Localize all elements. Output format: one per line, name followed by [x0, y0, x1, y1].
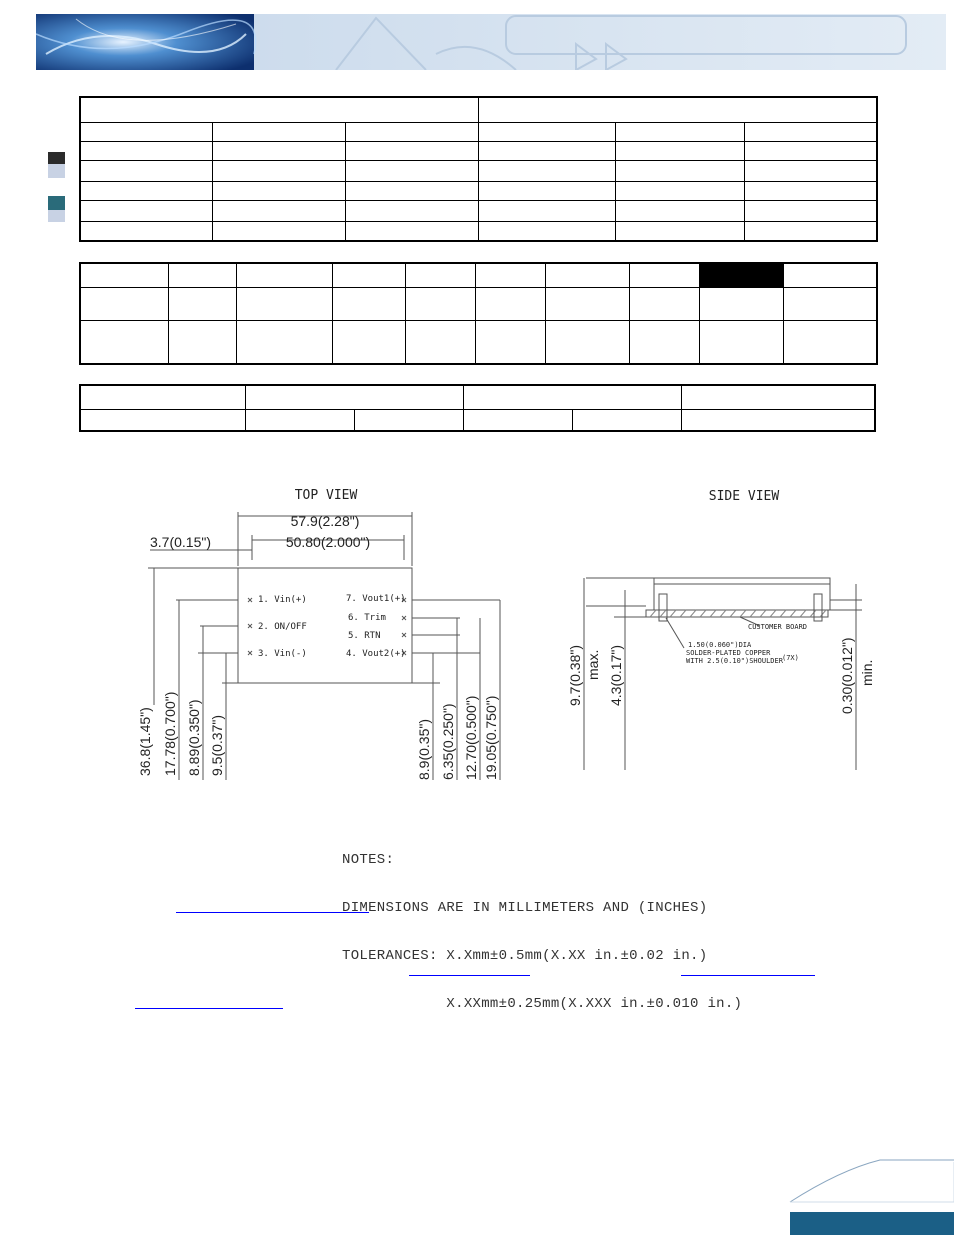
side-label-pin-2: SOLDER-PLATED COPPER	[686, 649, 771, 657]
dim-offset: 3.7(0.15")	[150, 534, 212, 550]
dim-side-pin: 4.3(0.17")	[608, 644, 624, 706]
table-cell	[783, 287, 877, 320]
table-cell	[629, 287, 699, 320]
table-cell	[168, 287, 236, 320]
notes-line-3: X.XXmm±0.25mm(X.XXX in.±0.010 in.)	[342, 996, 743, 1012]
table-cell	[545, 320, 629, 364]
table-cell	[345, 161, 478, 182]
table-cell	[572, 409, 681, 431]
dim-side-standoff: 0.30(0.012")	[839, 637, 855, 714]
table-cell	[615, 122, 744, 141]
table-cell	[478, 222, 615, 241]
table-cell	[354, 409, 463, 431]
dim-width-total: 57.9(2.28")	[290, 513, 360, 529]
table-cell	[80, 122, 212, 141]
side-view-title: SIDE VIEW	[708, 489, 780, 504]
side-marker-teal-light	[48, 210, 65, 222]
pin-label-6: 6. Trim	[348, 613, 386, 623]
table-cell	[236, 287, 332, 320]
table-cell	[744, 161, 877, 182]
table-cell	[212, 142, 345, 161]
notes-line-1: DIMENSIONS ARE IN MILLIMETERS AND (INCHES)	[342, 900, 708, 916]
table-cell	[80, 263, 168, 287]
hyperlink-3[interactable]	[681, 974, 815, 976]
side-label-board: CUSTOMER BOARD	[748, 623, 808, 631]
dim-width-pins: 50.80(2.000")	[285, 534, 371, 550]
spec-table-3	[79, 384, 876, 432]
table-cell	[478, 142, 615, 161]
table-cell	[80, 385, 245, 409]
table-cell	[212, 182, 345, 201]
side-marker-teal	[48, 196, 65, 210]
footer-corner	[780, 1150, 954, 1235]
table-cell	[463, 385, 681, 409]
dim-left-1: 36.8(1.45")	[137, 707, 153, 776]
top-view-title: TOP VIEW	[294, 488, 358, 503]
side-marker-dark	[48, 152, 65, 164]
side-marker-dark-light	[48, 164, 65, 178]
footer-bar	[790, 1212, 954, 1235]
table-cell	[783, 320, 877, 364]
table-cell	[212, 201, 345, 222]
table-cell	[80, 182, 212, 201]
module-outline-side	[654, 578, 830, 610]
table-cell	[332, 263, 405, 287]
dim-right-1: 8.9(0.35")	[416, 718, 432, 780]
table-cell	[478, 122, 615, 141]
dim-left-4: 9.5(0.37")	[209, 714, 225, 776]
table-cell	[80, 161, 212, 182]
table-cell	[545, 263, 629, 287]
table-cell	[475, 263, 545, 287]
side-label-pin-count: (7X)	[782, 654, 799, 662]
table-cell	[681, 385, 875, 409]
table-cell	[405, 287, 475, 320]
spec-table-1	[79, 96, 878, 242]
table-cell	[744, 222, 877, 241]
table-cell	[475, 320, 545, 364]
hyperlink-4[interactable]	[135, 1007, 283, 1009]
dim-side-standoff-note: min.	[859, 659, 875, 686]
pin-label-5: 5. RTN	[348, 631, 381, 641]
hyperlink-1[interactable]	[176, 911, 369, 913]
table-cell	[80, 201, 212, 222]
table-cell	[629, 320, 699, 364]
table-cell	[212, 222, 345, 241]
table-cell	[615, 182, 744, 201]
table-cell	[478, 182, 615, 201]
hyperlink-2[interactable]	[409, 974, 530, 976]
drawing-notes	[342, 820, 742, 1028]
table-cell	[345, 201, 478, 222]
table-cell	[615, 201, 744, 222]
table-cell	[212, 122, 345, 141]
table-cell	[744, 122, 877, 141]
table-cell	[332, 320, 405, 364]
table-cell	[629, 263, 699, 287]
table-cell	[744, 201, 877, 222]
table-cell	[699, 287, 783, 320]
table-cell	[475, 287, 545, 320]
table-cell	[783, 263, 877, 287]
table-cell	[168, 320, 236, 364]
header-decoration	[36, 14, 946, 70]
side-label-pin-1: 1.50(0.060")DIA	[688, 641, 752, 649]
table-cell	[236, 320, 332, 364]
dim-right-3: 12.70(0.500")	[463, 695, 479, 780]
table-cell	[478, 97, 877, 122]
spec-table-2	[79, 262, 878, 365]
table-cell	[168, 263, 236, 287]
table-cell	[615, 161, 744, 182]
table-cell	[405, 320, 475, 364]
table-cell	[615, 142, 744, 161]
table-cell	[212, 161, 345, 182]
dim-side-height: 9.7(0.38")	[567, 644, 583, 706]
table-cell	[332, 287, 405, 320]
table-cell	[80, 222, 212, 241]
notes-heading: NOTES:	[342, 852, 395, 868]
table-cell	[80, 97, 478, 122]
dim-side-height-note: max.	[585, 649, 601, 680]
side-label-pin-3: WITH 2.5(0.10")SHOULDER	[686, 657, 783, 665]
dim-right-4: 19.05(0.750")	[483, 695, 499, 780]
pin-label-7: 7. Vout1(+)	[346, 594, 406, 604]
table-cell	[80, 287, 168, 320]
table-cell	[345, 182, 478, 201]
table-cell	[545, 287, 629, 320]
table-cell	[681, 409, 875, 431]
table-cell	[463, 409, 572, 431]
mechanical-drawing	[0, 480, 954, 810]
table-cell	[345, 222, 478, 241]
table-cell	[80, 142, 212, 161]
table-cell	[345, 142, 478, 161]
table-cell	[615, 222, 744, 241]
dim-left-3: 8.89(0.350")	[186, 699, 202, 776]
table-cell	[699, 320, 783, 364]
table-cell	[80, 320, 168, 364]
table-cell	[80, 409, 245, 431]
dim-left-2: 17.78(0.700")	[162, 691, 178, 776]
table-cell	[478, 161, 615, 182]
table-cell	[405, 263, 475, 287]
pin-label-2: 2. ON/OFF	[258, 622, 307, 632]
table-cell	[245, 409, 354, 431]
table-cell	[478, 201, 615, 222]
dim-right-2: 6.35(0.250")	[440, 703, 456, 780]
pin-label-1: 1. Vin(+)	[258, 595, 307, 605]
table-cell	[744, 182, 877, 201]
table-cell	[236, 263, 332, 287]
pin-label-3: 3. Vin(-)	[258, 649, 307, 659]
table-cell	[245, 385, 463, 409]
table-cell	[345, 122, 478, 141]
table-cell	[744, 142, 877, 161]
table-cell-highlight	[699, 263, 783, 287]
header-banner	[36, 14, 946, 70]
notes-line-2: TOLERANCES: X.Xmm±0.5mm(X.XX in.±0.02 in.)	[342, 948, 708, 964]
pin-label-4: 4. Vout2(+)	[346, 649, 406, 659]
header-photo	[36, 14, 254, 70]
